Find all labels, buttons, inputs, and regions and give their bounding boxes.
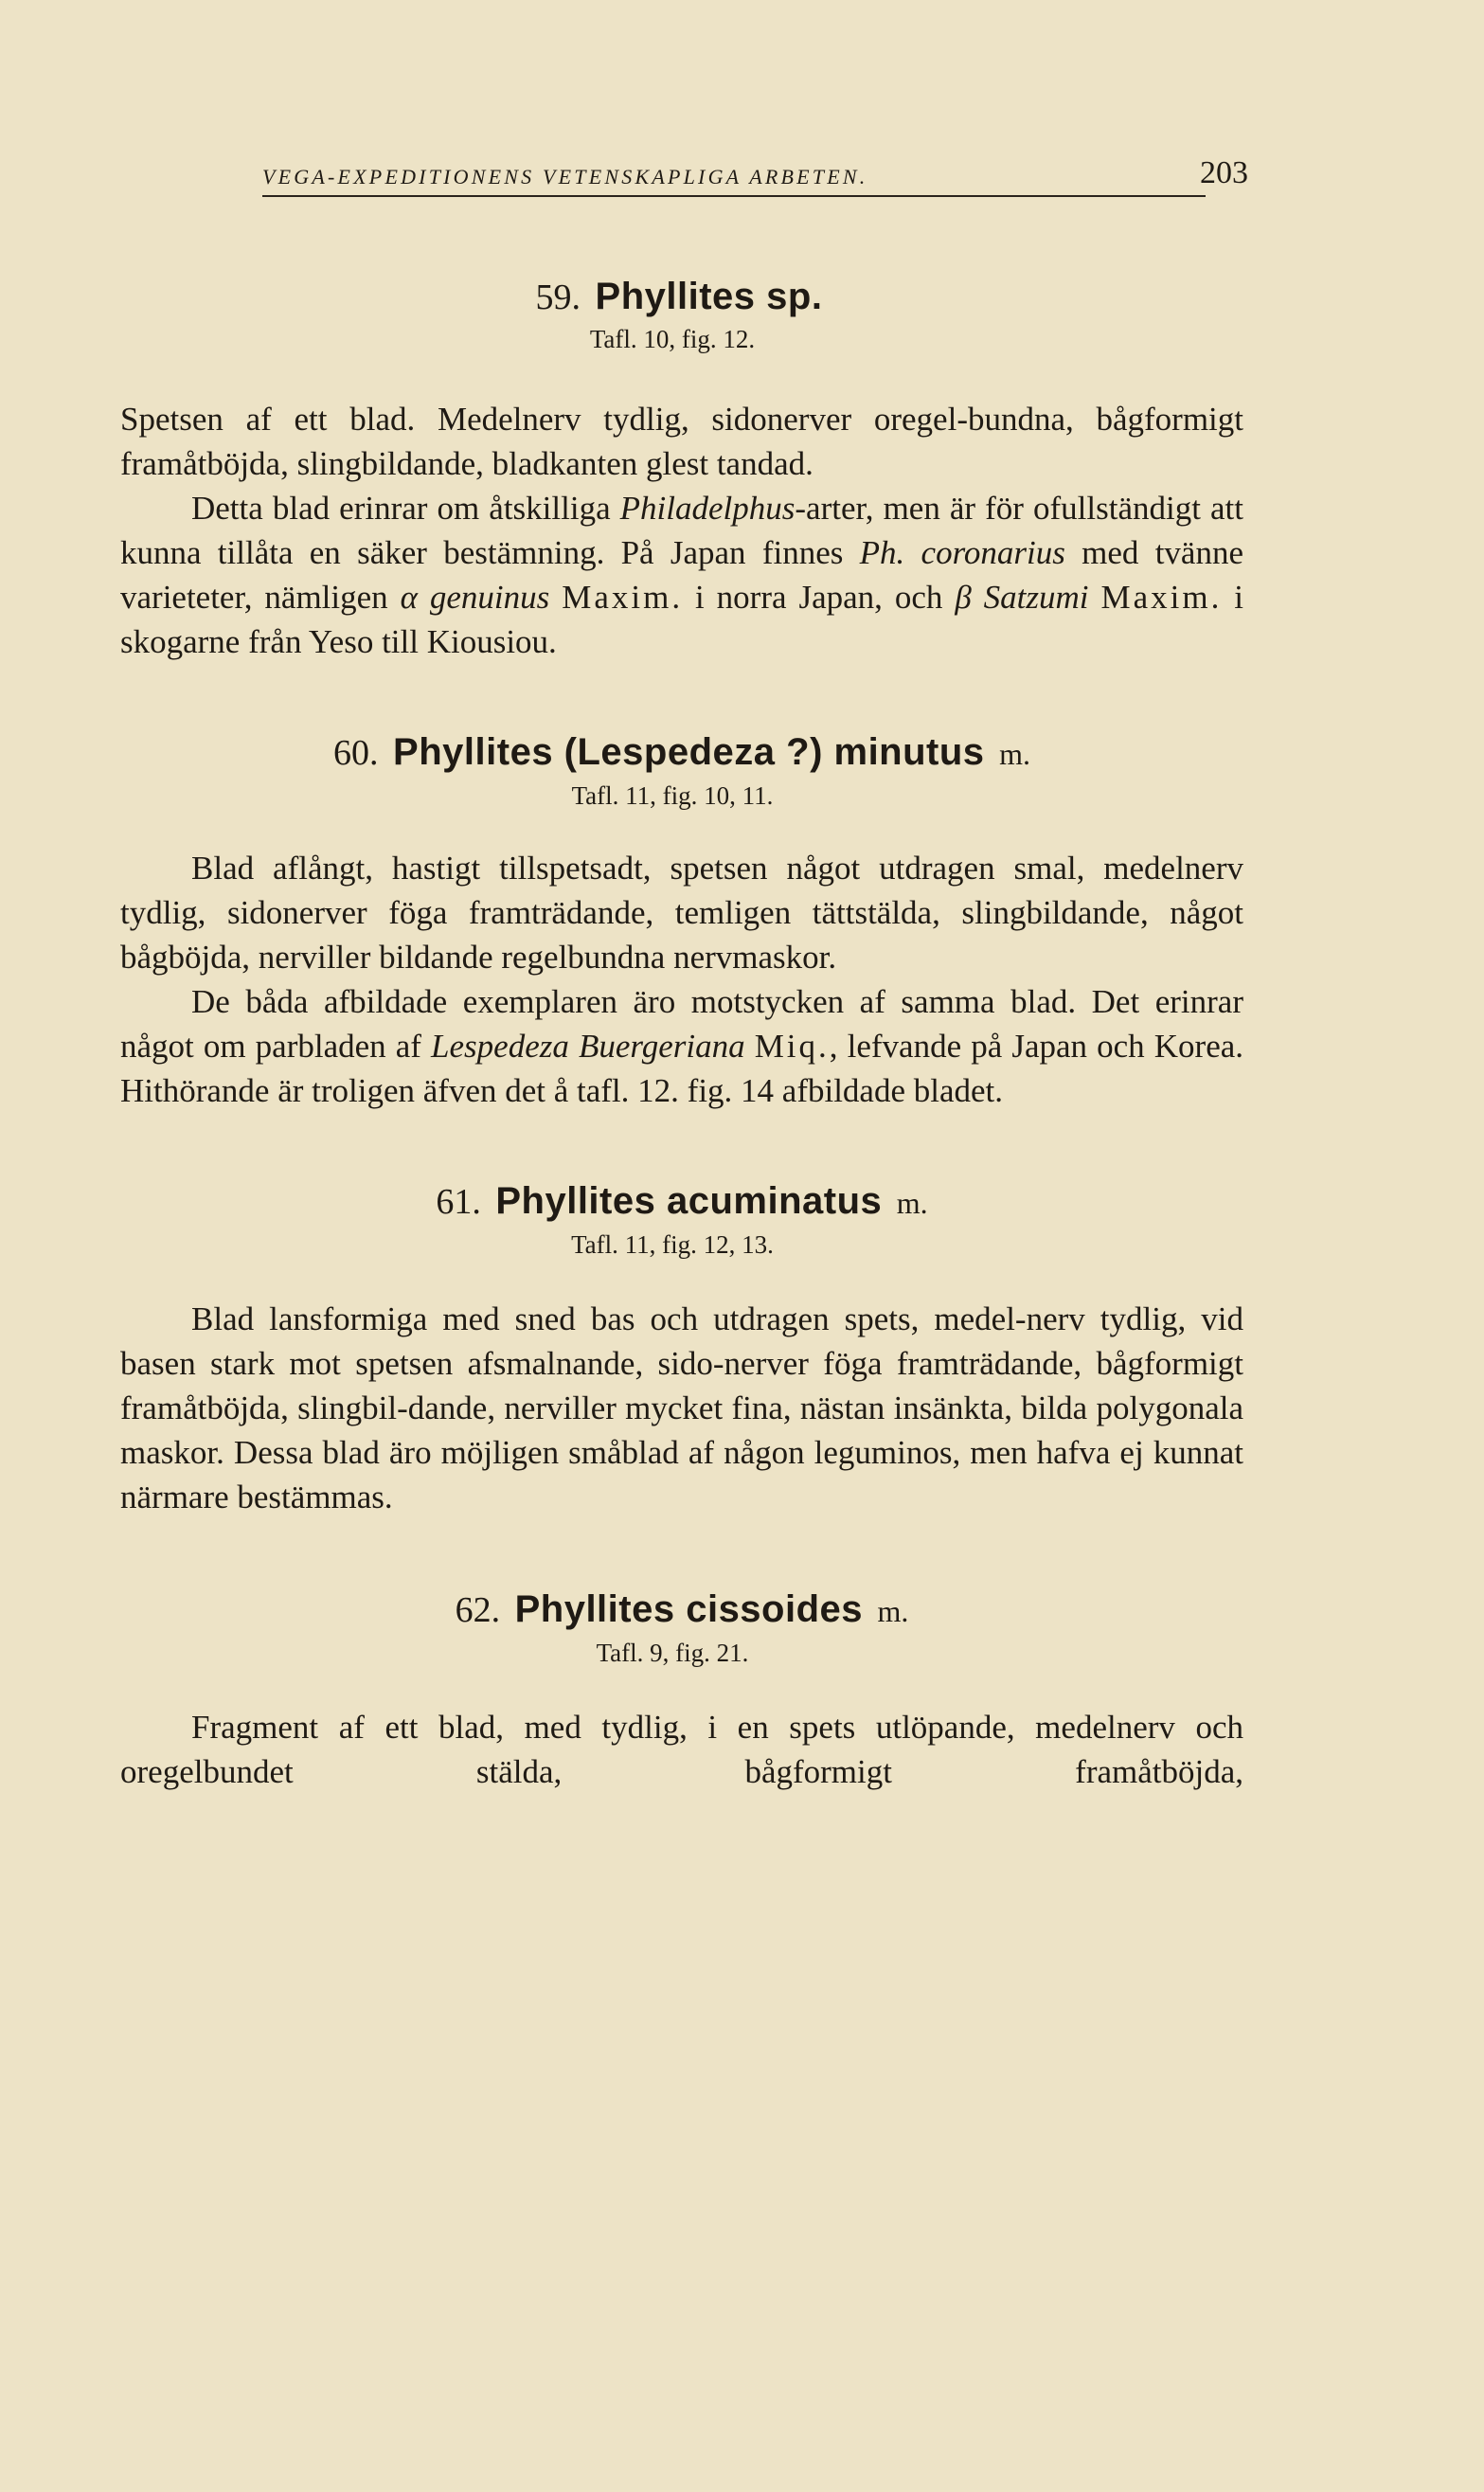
taxon-italic: β Satzumi bbox=[955, 579, 1089, 616]
section-number: 62. bbox=[455, 1590, 501, 1630]
taxon-name: Phyllites acuminatus bbox=[495, 1180, 883, 1222]
plate-reference: Tafl. 9, fig. 21. bbox=[596, 1639, 749, 1667]
section-62 bbox=[120, 1587, 1243, 1794]
author-abbrev: Miq. bbox=[754, 1028, 830, 1065]
author: m. bbox=[896, 1186, 928, 1220]
plate-reference: Tafl. 11, fig. 12, 13. bbox=[571, 1230, 774, 1259]
plate-reference: Tafl. 11, fig. 10, 11. bbox=[571, 781, 774, 810]
paragraph: De båda afbildade exemplaren äro motstycken af samma blad. Det erinrar något om parbladen af Lespedeza Buergeriana Miq., lefvande på Japan och Korea. Hithörande är troligen äfven det å tafl. 12. fig. 14 afbildade bladet. bbox=[120, 983, 1244, 1109]
running-title: VEGA-EXPEDITIONENS VETENSKAPLIGA ARBETEN. bbox=[262, 165, 868, 188]
section-59 bbox=[120, 275, 1243, 664]
section-heading bbox=[120, 275, 1243, 319]
taxon-italic: Ph. coronarius bbox=[859, 534, 1065, 571]
running-header bbox=[262, 152, 1248, 197]
paragraph: Detta blad erinrar om åtskilliga Philadelphus-arter, men är för ofullständigt att kunna tillåta en säker bestämning. På Japan finnes Ph. coronarius med tvänne varieteter, nämligen α genuinus Maxim. i norra Japan, och β Satzumi Maxim. i skogarne från Yeso till Kiousiou. bbox=[120, 490, 1243, 660]
author: m. bbox=[877, 1594, 909, 1628]
section-number: 61. bbox=[436, 1182, 481, 1222]
section-heading bbox=[120, 1587, 1243, 1633]
section-heading bbox=[120, 1179, 1243, 1225]
taxon-italic: Lespedeza Buergeriana bbox=[431, 1028, 745, 1065]
taxon-name: Phyllites sp. bbox=[595, 276, 823, 317]
paragraph: Blad lansformiga med sned bas och utdragen spets, medel-nerv tydlig, vid basen stark mot spetsen afsmalnande, sido-nerver föga framträdande, bågformigt framåtböjda, slingbil-dande, nerviller mycket fina, nästan insänkta, bilda polygonala maskor. Dessa blad äro möjligen småblad af någon leguminos, men hafva ej kunnat närmare bestämmas. bbox=[120, 1300, 1243, 1515]
taxon-name: Phyllites (Lespedeza ?) minutus bbox=[393, 731, 985, 773]
paragraph: Spetsen af ett blad. Medelnerv tydlig, sidonerver oregel-bundna, bågformigt framåtböjda, slingbildande, bladkanten glest tandad. bbox=[120, 401, 1243, 482]
paragraph: Blad aflångt, hastigt tillspetsadt, spetsen något utdragen smal, medelnerv tydlig, sidonerver föga framträdande, temligen tättstälda, slingbildande, något bågböjda, nerviller bildande regelbundna nervmaskor. bbox=[120, 850, 1243, 976]
author-abbrev: Maxim. bbox=[1100, 579, 1223, 616]
section-number: 60. bbox=[333, 733, 379, 773]
paragraph: Fragment af ett blad, med tydlig, i en spets utlöpande, medelnerv och oregelbundet stälda, bågformigt framåtböjda, bbox=[120, 1709, 1243, 1790]
author: m. bbox=[999, 737, 1030, 771]
section-number: 59. bbox=[535, 278, 581, 317]
section-heading bbox=[120, 730, 1243, 776]
page-number: 203 bbox=[1200, 155, 1248, 190]
plate-reference: Tafl. 10, fig. 12. bbox=[589, 325, 756, 353]
taxon-name: Phyllites cissoides bbox=[514, 1588, 864, 1630]
taxon-italic: Philadelphus bbox=[619, 490, 796, 527]
section-61 bbox=[120, 1179, 1243, 1519]
taxon-italic: α genuinus bbox=[400, 579, 550, 616]
section-60 bbox=[120, 730, 1243, 1113]
author-abbrev: Maxim. bbox=[562, 579, 684, 616]
page bbox=[120, 152, 1248, 1794]
